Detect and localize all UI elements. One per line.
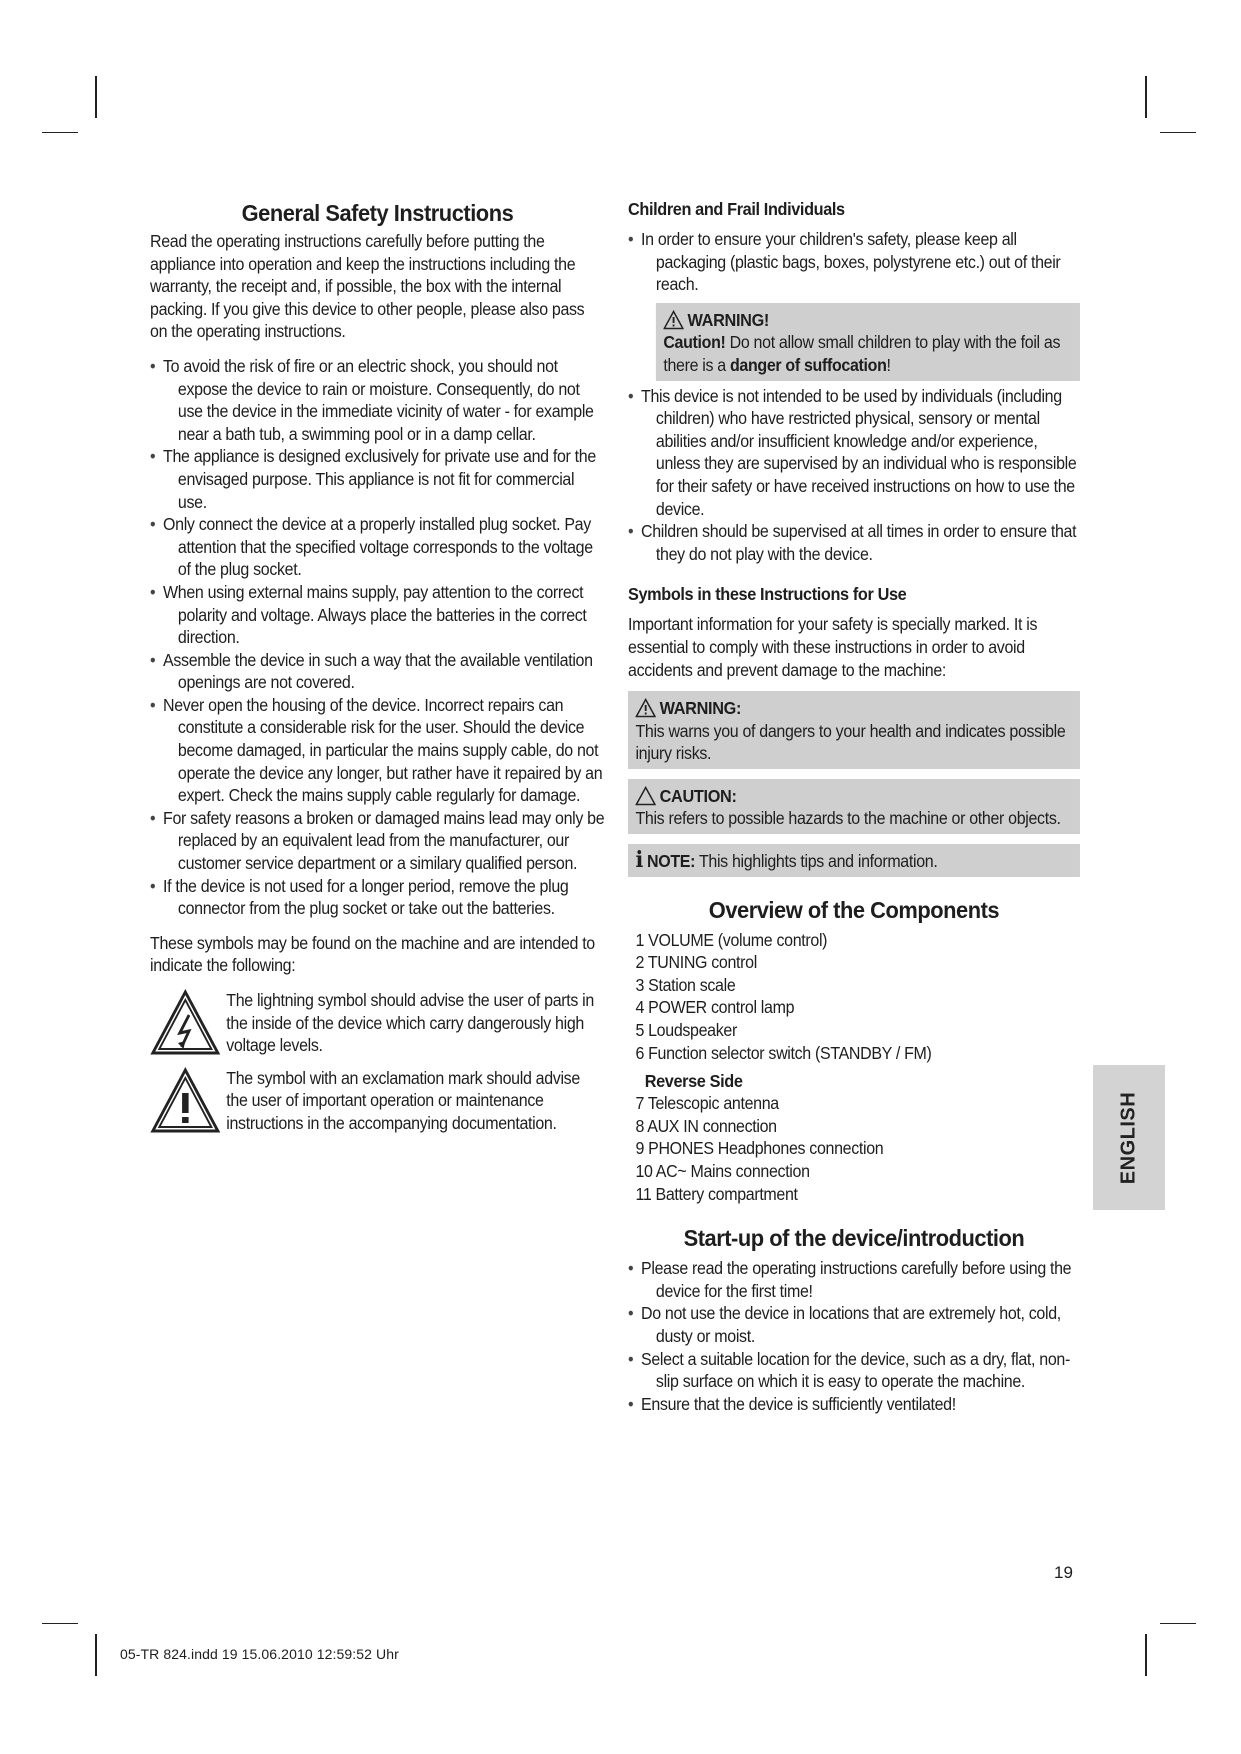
startup-bullet: • Do not use the device in locations that are extremely hot, cold, dusty or moist. <box>628 1302 1080 1347</box>
language-side-tab-label: ENGLISH <box>1117 1091 1140 1184</box>
language-side-tab <box>1093 1065 1165 1210</box>
suffocation-warning-title: WARNING! <box>687 309 769 330</box>
info-icon: i <box>635 847 643 874</box>
startup-bullet: • Ensure that the device is sufficiently ventilated! <box>628 1393 1080 1416</box>
component-item: 3 Station scale <box>635 974 736 995</box>
general-bullet: • Only connect the device at a properly installed plug socket. Pay attention that the specified voltage corresponds to the voltage of the plug socket. <box>150 513 605 581</box>
children-bullet: • In order to ensure your children's safety, please keep all packaging (plastic bags, boxes, polystyrene etc.) out of their reach. <box>628 228 1080 296</box>
general-bullet: • The appliance is designed exclusively for private use and for the envisaged purpose. This appliance is not fit for commercial use. <box>150 445 605 513</box>
exclamation-symbol-text: The symbol with an exclamation mark should advise the user of important operation or maintenance instructions in the accompanying documentation. <box>226 1067 580 1133</box>
general-bullet: • To avoid the risk of fire or an electric shock, you should not expose the device to rain or moisture. Consequently, do not use the device in the immediate vicinity of water - for example near a bath tub, a swimming pool or in a damp cellar. <box>150 355 605 445</box>
left-column <box>150 198 605 1140</box>
symbols-intro: Important information for your safety is specially marked. It is essential to comply with these instructions in order to avoid accidents and prevent damage to the machine: <box>628 614 1038 680</box>
caution-legend-title-row <box>635 785 1072 808</box>
children-bullets-b <box>628 385 1080 566</box>
component-item: 5 Loudspeaker <box>635 1020 737 1041</box>
component-item: 7 Telescopic antenna <box>635 1093 779 1114</box>
caution-text-a: Do not allow small children to play with the foil as there is a <box>663 332 1061 375</box>
danger-of-suffocation: danger of suffocation <box>729 354 887 375</box>
crop-mark-bottom-left-v <box>95 1634 97 1676</box>
page-number: 19 <box>1054 1563 1073 1582</box>
general-bullet: • For safety reasons a broken or damaged mains lead may only be replaced by an equivalent lead from the manufacturer, our customer service department or a similary qualified person. <box>150 807 605 875</box>
general-bullet-list <box>150 355 605 920</box>
suffocation-warning-title-row <box>663 309 1072 332</box>
crop-mark-bottom-right-v <box>1145 1634 1147 1676</box>
exclamation-warning-icon <box>150 1067 226 1141</box>
startup-bullet: • Please read the operating instructions carefully before using the device for the first time! <box>628 1257 1080 1302</box>
caution-legend-title: CAUTION: <box>659 785 737 806</box>
general-intro: Read the operating instructions carefully before putting the appliance into operation and keep the instructions including the warranty, the receipt and, if possible, the box with the internal packing. If you give this device to other people, please also pass on the operating instructions. <box>150 231 585 342</box>
exclamation-symbol-row <box>150 1067 605 1141</box>
overview-title: Overview of the Components <box>708 896 1000 923</box>
caution-label: Caution! <box>663 332 726 353</box>
children-bullets-a <box>628 228 1080 296</box>
note-legend-box <box>628 844 1080 877</box>
warning-legend-box <box>628 691 1080 769</box>
crop-mark-bottom-right-h <box>1160 1623 1196 1624</box>
crop-mark-top-left-v <box>95 76 97 118</box>
warning-legend-title: WARNING: <box>659 698 742 719</box>
right-column-text <box>628 198 1080 1415</box>
general-safety-title: General Safety Instructions <box>241 200 514 226</box>
crop-mark-bottom-left-h <box>42 1623 78 1624</box>
children-bullet: • Children should be supervised at all times in order to ensure that they do not play with the device. <box>628 520 1080 565</box>
component-item: 11 Battery compartment <box>635 1183 798 1204</box>
crop-mark-top-right-h <box>1160 132 1196 133</box>
components-list <box>628 929 1080 1065</box>
lightning-symbol-row <box>150 989 605 1063</box>
component-item: 6 Function selector switch (STANDBY / FM) <box>635 1042 932 1063</box>
general-bullet: • If the device is not used for a longer period, remove the plug connector from the plug socket or take out the batteries. <box>150 875 605 920</box>
startup-title: Start-up of the device/introduction <box>683 1225 1025 1252</box>
reverse-side-title: Reverse Side <box>644 1071 743 1092</box>
general-bullet: • Never open the housing of the device. Incorrect repairs can constitute a considerable risk for the user. Should the device become damaged, in particular the mains supply cable, do not operate the device any longer, but rather have it repaired by an expert. Check the mains supply cable regularly for damage. <box>150 694 605 807</box>
children-title: Children and Frail Individuals <box>628 199 845 219</box>
lightning-symbol-text: The lightning symbol should advise the user of parts in the inside of the device which carry dangerously high voltage levels. <box>226 990 594 1056</box>
print-footer: 05-TR 824.indd 19 15.06.2010 12:59:52 Uhr <box>120 1646 399 1662</box>
component-item: 1 VOLUME (volume control) <box>635 929 828 950</box>
lightning-warning-icon <box>150 989 226 1063</box>
warning-triangle-icon <box>663 310 683 330</box>
warning-triangle-icon <box>635 698 655 718</box>
caution-legend-box <box>628 779 1080 834</box>
children-bullet: • This device is not intended to be used by individuals (including children) who have restricted physical, sensory or mental abilities and/or insufficient knowledge and/or experience, unless they are supervised by an individual who is responsible for their safety or have received instructions on how to use the device. <box>628 385 1080 521</box>
component-item: 4 POWER control lamp <box>635 997 795 1018</box>
component-item: 10 AC~ Mains connection <box>635 1161 810 1181</box>
symbols-on-machine-intro: These symbols may be found on the machine and are intended to indicate the following: <box>150 932 595 976</box>
reverse-components-list <box>628 1092 1080 1205</box>
caution-triangle-icon <box>635 786 655 806</box>
caution-text-b: ! <box>886 354 891 375</box>
general-bullet: • When using external mains supply, pay attention to the correct polarity and voltage. Always place the batteries in the correct direction. <box>150 581 605 649</box>
crop-mark-top-right-v <box>1145 76 1147 118</box>
note-legend-text <box>635 849 1072 873</box>
general-bullet: • Assemble the device in such a way that the available ventilation openings are not covered. <box>150 649 605 694</box>
startup-bullet: • Select a suitable location for the device, such as a dry, flat, non-slip surface on which it is easy to operate the machine. <box>628 1348 1080 1393</box>
suffocation-warning-box <box>656 303 1080 381</box>
warning-legend-text: This warns you of dangers to your health and indicates possible injury risks. <box>635 720 1066 764</box>
right-column <box>628 198 1080 1415</box>
crop-mark-top-left-h <box>42 132 78 133</box>
note-label: NOTE: <box>647 851 696 872</box>
left-column-text <box>150 198 605 1140</box>
component-item: 2 TUNING control <box>635 952 757 973</box>
note-text: This highlights tips and information. <box>695 851 938 872</box>
component-item: 9 PHONES Headphones connection <box>635 1138 884 1159</box>
component-item: 8 AUX IN connection <box>635 1115 777 1136</box>
suffocation-warning-text <box>663 331 1072 376</box>
startup-bullet-list <box>628 1257 1080 1415</box>
symbols-section-title: Symbols in these Instructions for Use <box>628 584 907 605</box>
warning-legend-title-row <box>635 697 1072 720</box>
caution-legend-text: This refers to possible hazards to the machine or other objects. <box>635 808 1061 829</box>
